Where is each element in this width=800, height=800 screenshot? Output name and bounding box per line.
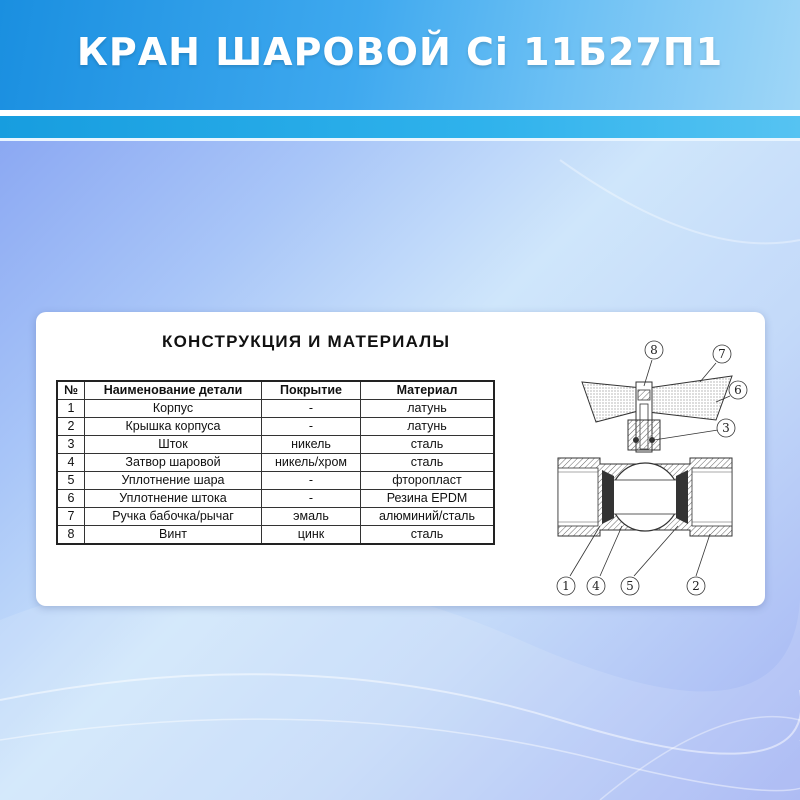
table-row	[57, 454, 494, 472]
cell-number: 7	[57, 508, 85, 526]
cell-coating: цинк	[262, 526, 361, 545]
cell-number: 5	[57, 472, 85, 490]
cell-coating: -	[262, 472, 361, 490]
header-stripe	[0, 116, 800, 138]
cell-material: сталь	[361, 454, 495, 472]
cell-part-name: Шток	[85, 436, 262, 454]
callout-6	[729, 381, 747, 399]
cell-material: сталь	[361, 436, 495, 454]
cell-material: сталь	[361, 526, 495, 545]
cell-number: 2	[57, 418, 85, 436]
cell-coating: никель	[262, 436, 361, 454]
callout-4	[587, 577, 605, 595]
svg-text:5: 5	[626, 579, 634, 593]
cell-coating: -	[262, 400, 361, 418]
svg-text:8: 8	[650, 343, 658, 357]
table-row	[57, 436, 494, 454]
cell-coating: эмаль	[262, 508, 361, 526]
butterfly-handle	[582, 376, 732, 422]
cell-coating: никель/хром	[262, 454, 361, 472]
page-title: КРАН ШАРОВОЙ Ci 11Б27П1	[76, 30, 724, 74]
table-row	[57, 508, 494, 526]
table-row	[57, 400, 494, 418]
cell-material: алюминий/сталь	[361, 508, 495, 526]
cell-part-name: Уплотнение штока	[85, 490, 262, 508]
cell-part-name: Винт	[85, 526, 262, 545]
spec-card	[36, 312, 765, 606]
callout-3	[717, 419, 735, 437]
cell-number: 4	[57, 454, 85, 472]
table-header-row	[57, 381, 494, 400]
cell-number: 6	[57, 490, 85, 508]
callout-1	[557, 577, 575, 595]
cell-number: 8	[57, 526, 85, 545]
cell-material: Резина EPDM	[361, 490, 495, 508]
card-title: КОНСТРУКЦИЯ И МАТЕРИАЛЫ	[162, 332, 451, 351]
header-number: №	[57, 381, 85, 400]
svg-text:2: 2	[692, 579, 700, 593]
table-row	[57, 490, 494, 508]
table-row	[57, 526, 494, 545]
callout-2	[687, 577, 705, 595]
svg-text:4: 4	[592, 579, 600, 593]
svg-text:1: 1	[562, 579, 570, 593]
svg-text:6: 6	[734, 383, 742, 397]
cell-part-name: Уплотнение шара	[85, 472, 262, 490]
header-divider-bottom	[0, 138, 800, 141]
cell-coating: -	[262, 418, 361, 436]
callout-7	[713, 345, 731, 363]
valve-cross-section-drawing	[530, 330, 750, 600]
cell-number: 3	[57, 436, 85, 454]
cell-coating: -	[262, 490, 361, 508]
svg-text:7: 7	[718, 347, 726, 361]
header-coating: Покрытие	[262, 381, 361, 400]
table-row	[57, 472, 494, 490]
cell-material: латунь	[361, 418, 495, 436]
materials-table	[56, 380, 495, 545]
callout-5	[621, 577, 639, 595]
cell-part-name: Крышка корпуса	[85, 418, 262, 436]
svg-text:3: 3	[722, 421, 730, 435]
valve-body	[558, 458, 732, 536]
table-row	[57, 418, 494, 436]
callout-8	[645, 341, 663, 359]
cell-material: латунь	[361, 400, 495, 418]
cell-number: 1	[57, 400, 85, 418]
cell-part-name: Затвор шаровой	[85, 454, 262, 472]
cell-part-name: Ручка бабочка/рычаг	[85, 508, 262, 526]
cell-material: фторопласт	[361, 472, 495, 490]
header-part-name: Наименование детали	[85, 381, 262, 400]
cell-part-name: Корпус	[85, 400, 262, 418]
header-material: Материал	[361, 381, 495, 400]
